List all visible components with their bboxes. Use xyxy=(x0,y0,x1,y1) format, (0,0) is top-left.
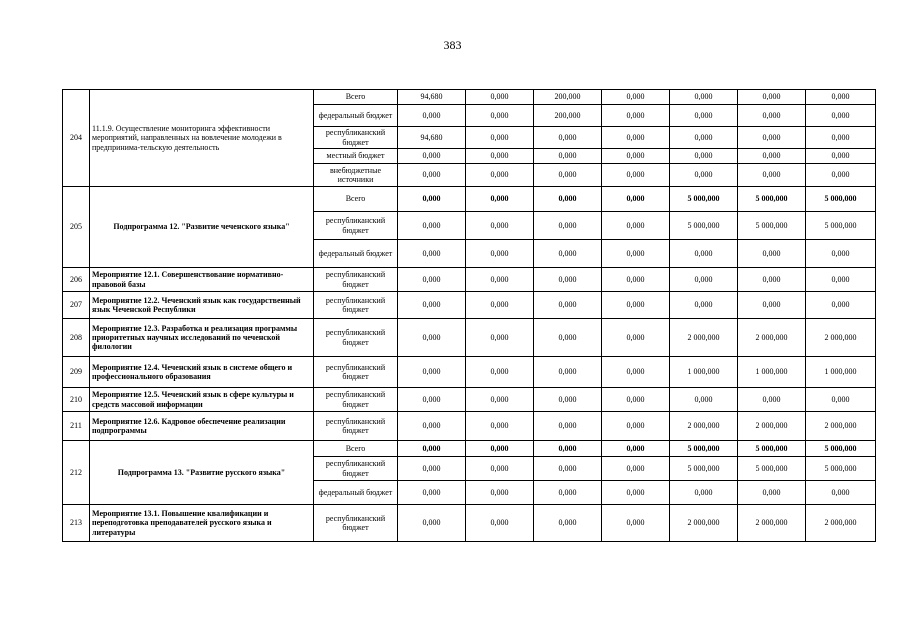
amount-cell: 0,000 xyxy=(806,240,876,268)
amount-cell: 0,000 xyxy=(534,268,602,292)
table-row xyxy=(63,268,876,292)
amount-cell: 5 000,000 xyxy=(738,212,806,240)
amount-cell: 0,000 xyxy=(602,412,670,441)
row-number-cell: 204 xyxy=(63,90,90,187)
amount-cell: 0,000 xyxy=(534,149,602,164)
activity-name-cell: Мероприятие 12.3. Разработка и реализация программы приоритетных научных исследований по чеченской филологии xyxy=(90,319,314,357)
amount-cell: 0,000 xyxy=(534,187,602,212)
table-row xyxy=(63,90,876,105)
activity-name-cell: Подпрограмма 12. "Развитие чеченского языка" xyxy=(90,187,314,268)
amount-cell: 0,000 xyxy=(602,127,670,149)
amount-cell: 0,000 xyxy=(534,412,602,441)
amount-cell: 0,000 xyxy=(398,441,466,457)
amount-cell: 0,000 xyxy=(738,90,806,105)
amount-cell: 0,000 xyxy=(806,164,876,187)
amount-cell: 0,000 xyxy=(398,412,466,441)
funding-source-cell: федеральный бюджет xyxy=(314,481,398,505)
amount-cell: 0,000 xyxy=(466,481,534,505)
page-number: 383 xyxy=(443,38,462,52)
amount-cell: 2 000,000 xyxy=(670,412,738,441)
amount-cell: 5 000,000 xyxy=(670,457,738,481)
amount-cell: 0,000 xyxy=(398,240,466,268)
amount-cell: 1 000,000 xyxy=(806,357,876,388)
amount-cell: 0,000 xyxy=(534,357,602,388)
amount-cell: 0,000 xyxy=(670,268,738,292)
amount-cell: 0,000 xyxy=(670,127,738,149)
amount-cell: 0,000 xyxy=(806,105,876,127)
amount-cell: 0,000 xyxy=(602,441,670,457)
amount-cell: 0,000 xyxy=(466,319,534,357)
amount-cell: 0,000 xyxy=(466,357,534,388)
amount-cell: 0,000 xyxy=(602,90,670,105)
amount-cell: 1 000,000 xyxy=(738,357,806,388)
amount-cell: 0,000 xyxy=(534,292,602,319)
amount-cell: 5 000,000 xyxy=(738,457,806,481)
funding-source-cell: республиканский бюджет xyxy=(314,212,398,240)
amount-cell: 0,000 xyxy=(398,268,466,292)
amount-cell: 0,000 xyxy=(670,105,738,127)
amount-cell: 0,000 xyxy=(738,268,806,292)
amount-cell: 0,000 xyxy=(806,292,876,319)
amount-cell: 0,000 xyxy=(534,240,602,268)
amount-cell: 0,000 xyxy=(466,149,534,164)
amount-cell: 0,000 xyxy=(466,187,534,212)
amount-cell: 200,000 xyxy=(534,90,602,105)
amount-cell: 5 000,000 xyxy=(738,441,806,457)
amount-cell: 0,000 xyxy=(534,388,602,412)
amount-cell: 5 000,000 xyxy=(806,212,876,240)
table-row xyxy=(63,187,876,212)
funding-source-cell: федеральный бюджет xyxy=(314,240,398,268)
amount-cell: 0,000 xyxy=(602,212,670,240)
activity-name-cell: Подпрограмма 13. "Развитие русского языка" xyxy=(90,441,314,505)
amount-cell: 5 000,000 xyxy=(670,441,738,457)
amount-cell: 0,000 xyxy=(534,505,602,542)
amount-cell: 0,000 xyxy=(534,164,602,187)
amount-cell: 0,000 xyxy=(806,90,876,105)
amount-cell: 200,000 xyxy=(534,105,602,127)
amount-cell: 0,000 xyxy=(466,412,534,441)
amount-cell: 0,000 xyxy=(534,457,602,481)
amount-cell: 0,000 xyxy=(602,292,670,319)
amount-cell: 0,000 xyxy=(398,457,466,481)
funding-source-cell: республиканский бюджет xyxy=(314,127,398,149)
amount-cell: 0,000 xyxy=(398,319,466,357)
amount-cell: 0,000 xyxy=(466,164,534,187)
amount-cell: 0,000 xyxy=(806,127,876,149)
amount-cell: 2 000,000 xyxy=(738,505,806,542)
amount-cell: 2 000,000 xyxy=(738,319,806,357)
table-row xyxy=(63,292,876,319)
amount-cell: 0,000 xyxy=(738,481,806,505)
amount-cell: 2 000,000 xyxy=(670,505,738,542)
funding-source-cell: республиканский бюджет xyxy=(314,388,398,412)
activity-name-cell: 11.1.9. Осуществление мониторинга эффективности мероприятий, направленных на вовлечение молодежи в предпринима-тельскую деятельность xyxy=(90,90,314,187)
amount-cell: 0,000 xyxy=(534,481,602,505)
activity-name-cell: Мероприятие 13.1. Повышение квалификации и переподготовка преподавателей русского языка и литературы xyxy=(90,505,314,542)
amount-cell: 0,000 xyxy=(602,268,670,292)
amount-cell: 0,000 xyxy=(738,164,806,187)
activity-name-cell: Мероприятие 12.5. Чеченский язык в сфере культуры и средств массовой информации xyxy=(90,388,314,412)
funding-source-cell: федеральный бюджет xyxy=(314,105,398,127)
amount-cell: 0,000 xyxy=(738,105,806,127)
amount-cell: 0,000 xyxy=(602,457,670,481)
amount-cell: 0,000 xyxy=(602,357,670,388)
amount-cell: 5 000,000 xyxy=(806,457,876,481)
amount-cell: 0,000 xyxy=(466,441,534,457)
budget-table-body xyxy=(63,90,876,542)
amount-cell: 0,000 xyxy=(466,388,534,412)
amount-cell: 0,000 xyxy=(602,164,670,187)
row-number-cell: 205 xyxy=(63,187,90,268)
funding-source-cell: местный бюджет xyxy=(314,149,398,164)
amount-cell: 0,000 xyxy=(534,127,602,149)
amount-cell: 0,000 xyxy=(670,388,738,412)
amount-cell: 0,000 xyxy=(466,505,534,542)
funding-source-cell: Всего xyxy=(314,441,398,457)
amount-cell: 0,000 xyxy=(398,292,466,319)
amount-cell: 0,000 xyxy=(466,457,534,481)
row-number-cell: 212 xyxy=(63,441,90,505)
amount-cell: 2 000,000 xyxy=(670,319,738,357)
amount-cell: 0,000 xyxy=(398,481,466,505)
activity-name-cell: Мероприятие 12.1. Совершенствование нормативно-правовой базы xyxy=(90,268,314,292)
amount-cell: 0,000 xyxy=(602,187,670,212)
amount-cell: 0,000 xyxy=(534,319,602,357)
amount-cell: 0,000 xyxy=(398,105,466,127)
table-row xyxy=(63,388,876,412)
funding-source-cell: Всего xyxy=(314,90,398,105)
row-number-cell: 207 xyxy=(63,292,90,319)
amount-cell: 0,000 xyxy=(534,441,602,457)
amount-cell: 0,000 xyxy=(466,240,534,268)
amount-cell: 0,000 xyxy=(738,149,806,164)
amount-cell: 0,000 xyxy=(466,268,534,292)
amount-cell: 0,000 xyxy=(670,240,738,268)
amount-cell: 0,000 xyxy=(398,357,466,388)
amount-cell: 0,000 xyxy=(602,481,670,505)
table-row xyxy=(63,319,876,357)
funding-source-cell: республиканский бюджет xyxy=(314,457,398,481)
amount-cell: 0,000 xyxy=(466,212,534,240)
row-number-cell: 208 xyxy=(63,319,90,357)
amount-cell: 2 000,000 xyxy=(806,412,876,441)
amount-cell: 0,000 xyxy=(398,164,466,187)
amount-cell: 0,000 xyxy=(398,505,466,542)
amount-cell: 0,000 xyxy=(602,105,670,127)
funding-source-cell: республиканский бюджет xyxy=(314,505,398,542)
table-row xyxy=(63,441,876,457)
amount-cell: 2 000,000 xyxy=(806,319,876,357)
amount-cell: 5 000,000 xyxy=(670,212,738,240)
funding-source-cell: республиканский бюджет xyxy=(314,412,398,441)
amount-cell: 0,000 xyxy=(738,127,806,149)
amount-cell: 0,000 xyxy=(398,388,466,412)
amount-cell: 0,000 xyxy=(398,212,466,240)
funding-source-cell: республиканский бюджет xyxy=(314,357,398,388)
amount-cell: 5 000,000 xyxy=(670,187,738,212)
amount-cell: 2 000,000 xyxy=(738,412,806,441)
amount-cell: 0,000 xyxy=(602,149,670,164)
amount-cell: 0,000 xyxy=(602,240,670,268)
amount-cell: 2 000,000 xyxy=(806,505,876,542)
amount-cell: 0,000 xyxy=(738,388,806,412)
row-number-cell: 213 xyxy=(63,505,90,542)
amount-cell: 0,000 xyxy=(806,388,876,412)
amount-cell: 0,000 xyxy=(806,481,876,505)
amount-cell: 0,000 xyxy=(602,505,670,542)
amount-cell: 0,000 xyxy=(466,90,534,105)
amount-cell: 0,000 xyxy=(670,292,738,319)
row-number-cell: 206 xyxy=(63,268,90,292)
funding-source-cell: республиканский бюджет xyxy=(314,319,398,357)
amount-cell: 5 000,000 xyxy=(806,187,876,212)
row-number-cell: 209 xyxy=(63,357,90,388)
table-row xyxy=(63,412,876,441)
amount-cell: 0,000 xyxy=(738,292,806,319)
activity-name-cell: Мероприятие 12.4. Чеченский язык в системе общего и профессионального образования xyxy=(90,357,314,388)
amount-cell: 5 000,000 xyxy=(738,187,806,212)
amount-cell: 0,000 xyxy=(602,388,670,412)
amount-cell: 0,000 xyxy=(602,319,670,357)
amount-cell: 94,680 xyxy=(398,127,466,149)
table-row xyxy=(63,357,876,388)
amount-cell: 0,000 xyxy=(806,149,876,164)
amount-cell: 0,000 xyxy=(534,212,602,240)
amount-cell: 5 000,000 xyxy=(806,441,876,457)
amount-cell: 0,000 xyxy=(670,90,738,105)
activity-name-cell: Мероприятие 12.6. Кадровое обеспечение реализации подпрограммы xyxy=(90,412,314,441)
funding-source-cell: Всего xyxy=(314,187,398,212)
amount-cell: 0,000 xyxy=(466,105,534,127)
row-number-cell: 211 xyxy=(63,412,90,441)
row-number-cell: 210 xyxy=(63,388,90,412)
amount-cell: 0,000 xyxy=(670,481,738,505)
activity-name-cell: Мероприятие 12.2. Чеченский язык как государственный язык Чеченской Республики xyxy=(90,292,314,319)
table-row xyxy=(63,505,876,542)
amount-cell: 0,000 xyxy=(670,164,738,187)
funding-source-cell: внебюджетные источники xyxy=(314,164,398,187)
amount-cell: 0,000 xyxy=(398,149,466,164)
amount-cell: 0,000 xyxy=(806,268,876,292)
amount-cell: 94,680 xyxy=(398,90,466,105)
amount-cell: 0,000 xyxy=(398,187,466,212)
amount-cell: 0,000 xyxy=(466,127,534,149)
amount-cell: 1 000,000 xyxy=(670,357,738,388)
amount-cell: 0,000 xyxy=(466,292,534,319)
amount-cell: 0,000 xyxy=(670,149,738,164)
funding-source-cell: республиканский бюджет xyxy=(314,292,398,319)
amount-cell: 0,000 xyxy=(738,240,806,268)
funding-source-cell: республиканский бюджет xyxy=(314,268,398,292)
budget-table xyxy=(62,89,876,542)
